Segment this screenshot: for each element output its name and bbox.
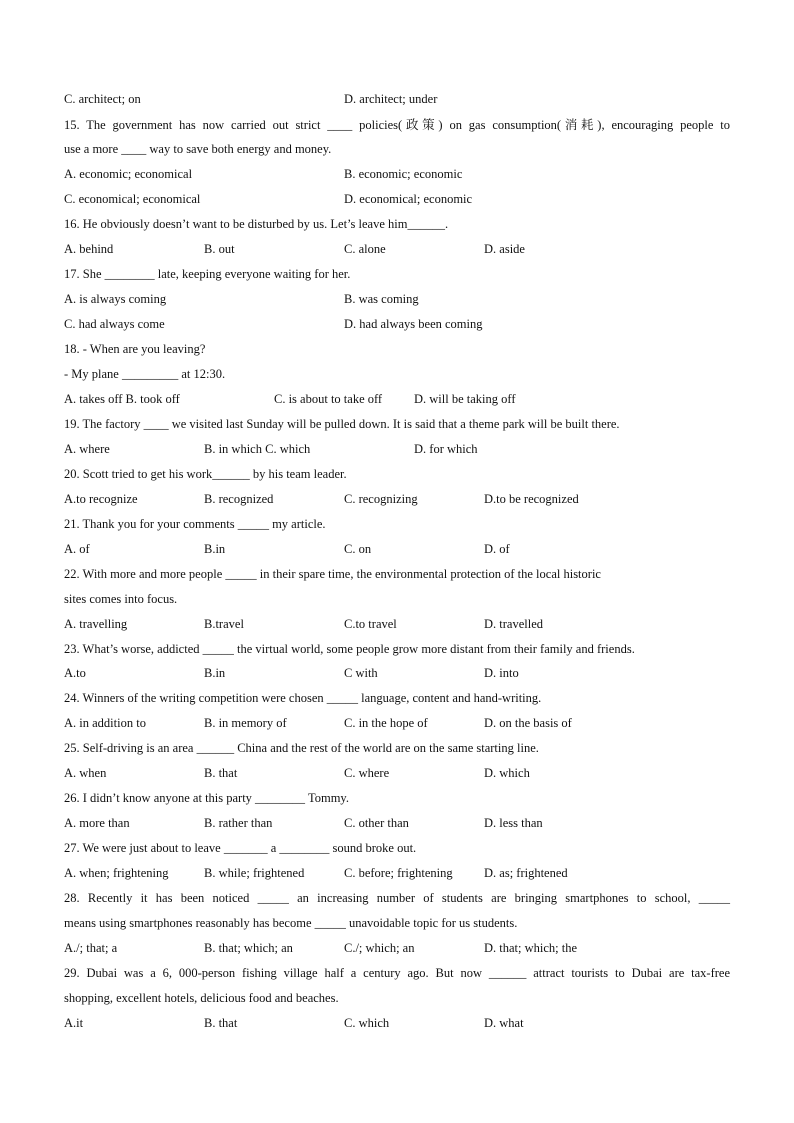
q29-option-a: A.it xyxy=(64,1016,84,1030)
q14-option-c: C. architect; on xyxy=(64,92,141,106)
q17-option-c: C. had always come xyxy=(64,317,165,331)
q26-option-c: C. other than xyxy=(344,816,409,830)
q27-option-a: A. when; frightening xyxy=(64,866,169,880)
q15-option-c: C. economical; economical xyxy=(64,192,201,206)
q19-option-d: D. for which xyxy=(414,442,478,456)
q29-option-d: D. what xyxy=(484,1016,524,1030)
q21-option-c: C. on xyxy=(344,542,372,556)
q27-stem: 27. We were just about to leave _______ a ________ sound broke out. xyxy=(64,841,417,855)
q23-option-c: C with xyxy=(344,666,378,680)
q28-stem-line2: means using smartphones reasonably has become _____ unavoidable topic for us students. xyxy=(64,916,518,930)
q19-option-a: A. where xyxy=(64,442,110,456)
q17-stem: 17. She ________ late, keeping everyone waiting for her. xyxy=(64,267,351,281)
q22-option-a: A. travelling xyxy=(64,617,128,631)
q26-option-a: A. more than xyxy=(64,816,130,830)
q29-stem-line2: shopping, excellent hotels, delicious food and beaches. xyxy=(64,991,339,1005)
q16-option-b: B. out xyxy=(204,242,235,256)
q20-option-a: A.to recognize xyxy=(64,492,138,506)
q25-option-a: A. when xyxy=(64,766,107,780)
q28-option-a: A./; that; a xyxy=(64,941,118,955)
q25-option-b: B. that xyxy=(204,766,238,780)
q25-stem: 25. Self-driving is an area ______ China and the rest of the world are on the same starting line. xyxy=(64,741,539,755)
q28-option-b: B. that; which; an xyxy=(204,941,293,955)
q21-option-d: D. of xyxy=(484,542,510,556)
q29-stem-line1: 29. Dubai was a 6, 000-person fishing village half a century ago. But now ______ attract tourists to Dubai are tax-free xyxy=(64,966,730,980)
q22-option-b: B.travel xyxy=(204,617,244,631)
q15-option-d: D. economical; economic xyxy=(344,192,473,206)
q16-option-d: D. aside xyxy=(484,242,525,256)
q22-option-c: C.to travel xyxy=(344,617,397,631)
q15-option-a: A. economic; economical xyxy=(64,167,193,181)
q27-option-c: C. before; frightening xyxy=(344,866,453,880)
q18-option-d: D. will be taking off xyxy=(414,392,516,406)
q20-stem: 20. Scott tried to get his work______ by his team leader. xyxy=(64,467,347,481)
q26-option-b: B. rather than xyxy=(204,816,273,830)
q24-option-d: D. on the basis of xyxy=(484,716,572,730)
q17-option-a: A. is always coming xyxy=(64,292,167,306)
q15-option-b: B. economic; economic xyxy=(344,167,463,181)
q22-stem-line2: sites comes into focus. xyxy=(64,592,178,606)
q16-stem: 16. He obviously doesn’t want to be disturbed by us. Let’s leave him______. xyxy=(64,217,449,231)
q20-option-b: B. recognized xyxy=(204,492,274,506)
q17-option-b: B. was coming xyxy=(344,292,419,306)
q19-stem: 19. The factory ____ we visited last Sunday will be pulled down. It is said that a theme park will be built there. xyxy=(64,417,620,431)
q25-option-d: D. which xyxy=(484,766,530,780)
q27-option-d: D. as; frightened xyxy=(484,866,568,880)
q29-option-b: B. that xyxy=(204,1016,238,1030)
q29-option-c: C. which xyxy=(344,1016,390,1030)
q23-option-a: A.to xyxy=(64,666,86,680)
q23-stem: 23. What’s worse, addicted _____ the virtual world, some people grow more distant from their family and friends. xyxy=(64,642,635,656)
q23-option-d: D. into xyxy=(484,666,519,680)
q25-option-c: C. where xyxy=(344,766,390,780)
q27-option-b: B. while; frightened xyxy=(204,866,305,880)
q23-option-b: B.in xyxy=(204,666,226,680)
q21-option-b: B.in xyxy=(204,542,226,556)
q17-option-d: D. had always been coming xyxy=(344,317,483,331)
q22-option-d: D. travelled xyxy=(484,617,544,631)
q20-option-d: D.to be recognized xyxy=(484,492,579,506)
q21-option-a: A. of xyxy=(64,542,90,556)
q15-stem-line2: use a more ____ way to save both energy and money. xyxy=(64,142,332,156)
q16-option-a: A. behind xyxy=(64,242,114,256)
q24-option-a: A. in addition to xyxy=(64,716,146,730)
q20-option-c: C. recognizing xyxy=(344,492,418,506)
q22-stem-line1: 22. With more and more people _____ in their spare time, the environmental protection of the local historic xyxy=(64,567,601,581)
q18-stem-line1: 18. - When are you leaving? xyxy=(64,342,206,356)
q18-stem-line2: - My plane _________ at 12:30. xyxy=(64,367,226,381)
q26-stem: 26. I didn’t know anyone at this party ________ Tommy. xyxy=(64,791,349,805)
q18-option-ab: A. takes off B. took off xyxy=(64,392,180,406)
q28-stem-line1: 28. Recently it has been noticed _____ an increasing number of students are bringing smartphones to school, _____ xyxy=(64,891,730,905)
q16-option-c: C. alone xyxy=(344,242,386,256)
q15-stem-line1: 15. The government has now carried out strict ____ policies(政策) on gas consumption(消耗), encouraging people to xyxy=(64,118,730,132)
q28-option-c: C./; which; an xyxy=(344,941,415,955)
q24-option-c: C. in the hope of xyxy=(344,716,428,730)
q21-stem: 21. Thank you for your comments _____ my article. xyxy=(64,517,326,531)
q14-option-d: D. architect; under xyxy=(344,92,438,106)
q26-option-d: D. less than xyxy=(484,816,543,830)
q28-option-d: D. that; which; the xyxy=(484,941,578,955)
q24-stem: 24. Winners of the writing competition were chosen _____ language, content and hand-writing. xyxy=(64,691,542,705)
q18-option-c: C. is about to take off xyxy=(274,392,383,406)
q19-option-bc: B. in which C. which xyxy=(204,442,311,456)
q24-option-b: B. in memory of xyxy=(204,716,287,730)
